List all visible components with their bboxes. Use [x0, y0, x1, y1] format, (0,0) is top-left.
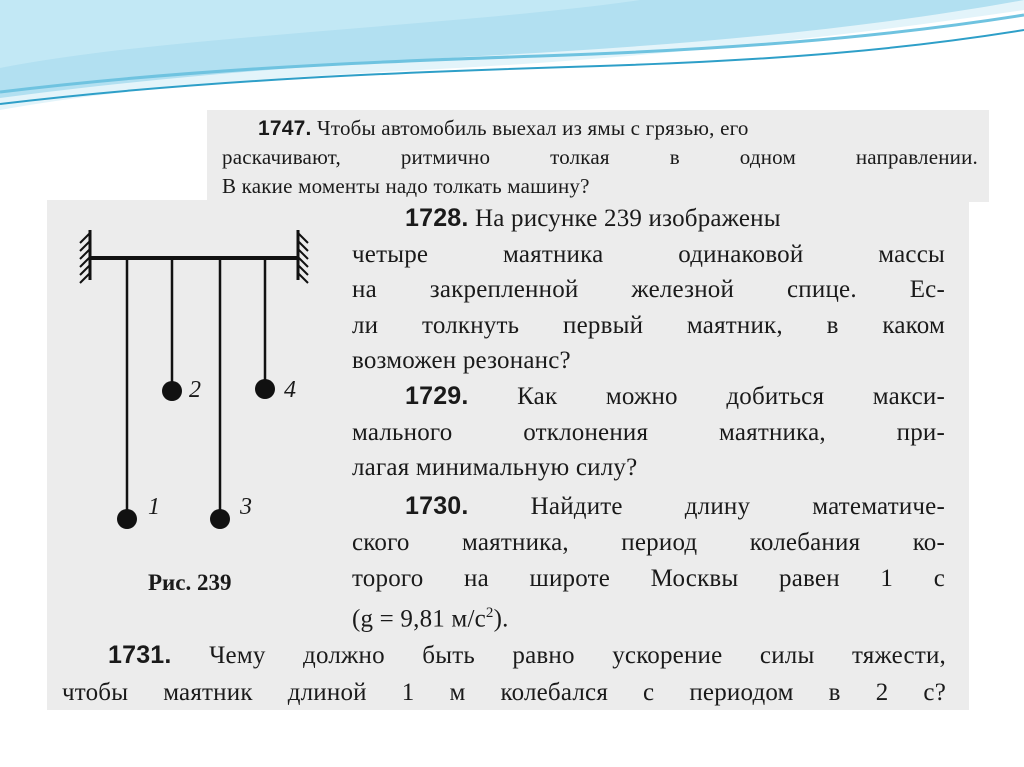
problem-1728-line-5 — [352, 345, 571, 376]
problem-1729-line-2 — [352, 417, 945, 448]
problem-1730-line-1 — [405, 491, 945, 522]
problem-1729-text-3: лагая минимальную силу? — [352, 454, 638, 481]
problem-1730-line-3 — [352, 563, 945, 594]
problem-1747-number: 1747. — [258, 117, 312, 140]
problem-1730-text-4-end: ). — [493, 605, 509, 633]
problem-1731-number: 1731. — [108, 641, 172, 669]
problem-1731-text-2: чтобы маятник длиной 1 м колебался с периодом в 2 с? — [62, 679, 946, 706]
problem-1730-line-4 — [352, 598, 509, 634]
problem-1728-text-1: На рисунке 239 изображены — [475, 205, 781, 232]
figure-caption: Рис. 239 — [148, 570, 232, 595]
problem-1729-text-2: мального отклонения маятника, при- — [352, 419, 945, 446]
problem-1728-text-3: на закрепленной железной спице. Ес- — [352, 276, 945, 303]
pendulum-3-bob — [210, 509, 230, 529]
problem-1728-text-2: четыре маятника одинаковой массы — [352, 241, 945, 268]
problem-1747-line-1 — [258, 114, 978, 143]
problem-1730-line-2 — [352, 527, 945, 558]
problem-1729-line-1 — [405, 381, 945, 412]
problem-1747-text-3: В какие моменты надо толкать машину? — [222, 174, 590, 198]
pendulum-1-bob — [117, 509, 137, 529]
problem-1728-number: 1728. — [405, 204, 469, 232]
problem-1731-text-1: Чему должно быть равно ускорение силы тяжести, — [209, 642, 946, 669]
problem-1730-text-3: торого на широте Москвы равен 1 с — [352, 565, 945, 592]
pendulum-label-2: 2 — [189, 377, 201, 403]
problem-1730-text-4: (g = 9,81 м/с — [352, 605, 486, 633]
problem-1731-line-1 — [108, 640, 946, 671]
problem-1731-line-2 — [62, 677, 946, 708]
problem-1728-line-1 — [405, 203, 945, 234]
problem-1747-line-2 — [222, 143, 978, 171]
pendulum-label-1: 1 — [148, 494, 160, 520]
problem-1728-line-4 — [352, 310, 945, 341]
pendulum-4-bob — [255, 379, 275, 399]
problem-1730-number: 1730. — [405, 492, 469, 520]
problem-1730-text-1: Найдите длину математиче- — [530, 493, 946, 520]
superscript-2: 2 — [485, 605, 494, 621]
problem-1729-text-1: Как можно добиться макси- — [517, 383, 946, 410]
problem-1747-line-3 — [222, 172, 590, 200]
problem-1728-text-4: ли толкнуть первый маятник, в каком — [352, 312, 945, 339]
pendulum-2-bob — [162, 381, 182, 401]
pendulum-label-3: 3 — [240, 494, 252, 520]
pendulum-label-4: 4 — [284, 377, 296, 403]
problem-1729-line-3 — [352, 452, 637, 483]
problem-1728-text-5: возможен резонанс? — [352, 347, 571, 374]
problem-1747-text-1: Чтобы автомобиль выехал из ямы с грязью, его — [317, 116, 749, 140]
problem-1729-number: 1729. — [405, 382, 469, 410]
problem-1730-text-2: ского маятника, период колебания ко- — [352, 529, 945, 556]
problem-1728-line-3 — [352, 274, 945, 305]
problem-1747-text-2: раскачивают, ритмично толкая в одном направлении. — [222, 145, 978, 169]
problem-1728-line-2 — [352, 239, 945, 270]
